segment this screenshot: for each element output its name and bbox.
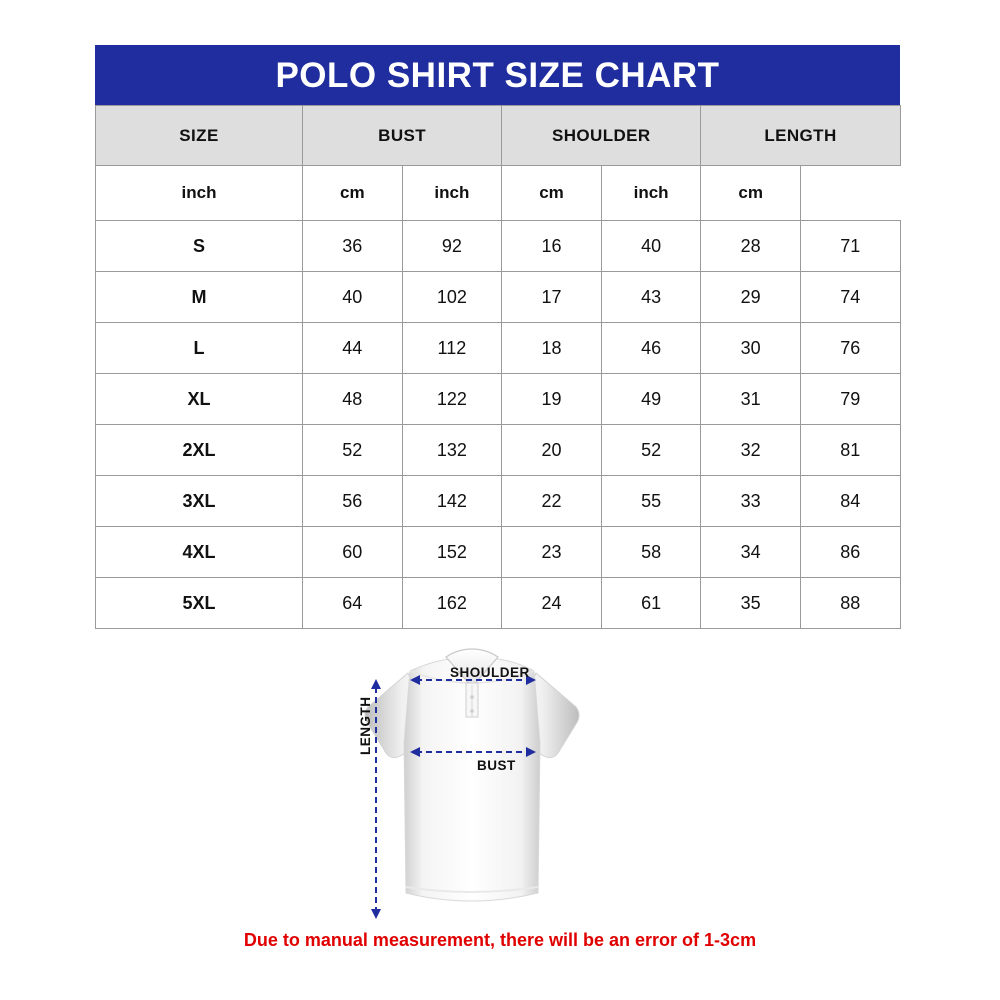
unit-shoulder-inch: inch	[402, 166, 502, 221]
table-row	[96, 374, 901, 425]
table-row	[96, 272, 901, 323]
cell-shoulder-cm: 49	[601, 374, 701, 425]
label-bust: BUST	[477, 758, 516, 773]
unit-shoulder-cm: cm	[502, 166, 602, 221]
cell-length-inch: 35	[701, 578, 801, 629]
label-shoulder: SHOULDER	[450, 665, 530, 680]
chart-title: POLO SHIRT SIZE CHART	[95, 45, 900, 105]
cell-bust-cm: 142	[402, 476, 502, 527]
cell-length-cm: 88	[800, 578, 900, 629]
cell-size: L	[96, 323, 303, 374]
cell-length-inch: 28	[701, 221, 801, 272]
cell-size: XL	[96, 374, 303, 425]
cell-bust-inch: 40	[303, 272, 403, 323]
cell-bust-cm: 162	[402, 578, 502, 629]
size-chart-table	[95, 105, 901, 629]
cell-length-inch: 33	[701, 476, 801, 527]
cell-shoulder-inch: 19	[502, 374, 602, 425]
size-chart-container	[95, 45, 900, 629]
table-group-header-row	[96, 106, 901, 166]
column-header-shoulder: SHOULDER	[502, 106, 701, 166]
cell-shoulder-inch: 23	[502, 527, 602, 578]
unit-bust-inch: inch	[96, 166, 303, 221]
table-row	[96, 527, 901, 578]
table-row	[96, 221, 901, 272]
cell-shoulder-cm: 46	[601, 323, 701, 374]
cell-bust-cm: 152	[402, 527, 502, 578]
column-header-size: SIZE	[96, 106, 303, 166]
table-row	[96, 425, 901, 476]
cell-shoulder-cm: 55	[601, 476, 701, 527]
unit-bust-cm: cm	[303, 166, 403, 221]
cell-size: 5XL	[96, 578, 303, 629]
cell-shoulder-inch: 22	[502, 476, 602, 527]
table-row	[96, 323, 901, 374]
cell-shoulder-inch: 24	[502, 578, 602, 629]
cell-length-inch: 32	[701, 425, 801, 476]
table-row	[96, 578, 901, 629]
cell-length-cm: 71	[800, 221, 900, 272]
unit-length-cm: cm	[701, 166, 801, 221]
cell-shoulder-inch: 17	[502, 272, 602, 323]
cell-shoulder-cm: 58	[601, 527, 701, 578]
cell-shoulder-cm: 52	[601, 425, 701, 476]
cell-bust-inch: 48	[303, 374, 403, 425]
cell-shoulder-cm: 40	[601, 221, 701, 272]
cell-bust-inch: 56	[303, 476, 403, 527]
cell-length-cm: 84	[800, 476, 900, 527]
cell-length-cm: 86	[800, 527, 900, 578]
cell-bust-inch: 60	[303, 527, 403, 578]
table-unit-header-row	[96, 166, 901, 221]
label-length: LENGTH	[358, 696, 373, 755]
cell-bust-cm: 102	[402, 272, 502, 323]
cell-size: 2XL	[96, 425, 303, 476]
cell-shoulder-inch: 18	[502, 323, 602, 374]
cell-shoulder-inch: 20	[502, 425, 602, 476]
cell-length-cm: 79	[800, 374, 900, 425]
cell-bust-inch: 44	[303, 323, 403, 374]
cell-shoulder-cm: 61	[601, 578, 701, 629]
cell-bust-cm: 92	[402, 221, 502, 272]
cell-bust-cm: 122	[402, 374, 502, 425]
cell-length-cm: 81	[800, 425, 900, 476]
cell-size: 4XL	[96, 527, 303, 578]
cell-length-cm: 76	[800, 323, 900, 374]
cell-length-inch: 29	[701, 272, 801, 323]
cell-bust-cm: 112	[402, 323, 502, 374]
unit-length-inch: inch	[601, 166, 701, 221]
cell-size: 3XL	[96, 476, 303, 527]
cell-bust-cm: 132	[402, 425, 502, 476]
cell-bust-inch: 64	[303, 578, 403, 629]
column-header-length: LENGTH	[701, 106, 900, 166]
cell-size: S	[96, 221, 303, 272]
cell-bust-inch: 36	[303, 221, 403, 272]
measurement-note: Due to manual measurement, there will be an error of 1-3cm	[243, 930, 757, 950]
cell-length-inch: 31	[701, 374, 801, 425]
column-header-bust: BUST	[303, 106, 502, 166]
cell-length-inch: 30	[701, 323, 801, 374]
cell-size: M	[96, 272, 303, 323]
cell-bust-inch: 52	[303, 425, 403, 476]
table-row	[96, 476, 901, 527]
cell-length-cm: 74	[800, 272, 900, 323]
cell-shoulder-inch: 16	[502, 221, 602, 272]
cell-shoulder-cm: 43	[601, 272, 701, 323]
cell-length-inch: 34	[701, 527, 801, 578]
